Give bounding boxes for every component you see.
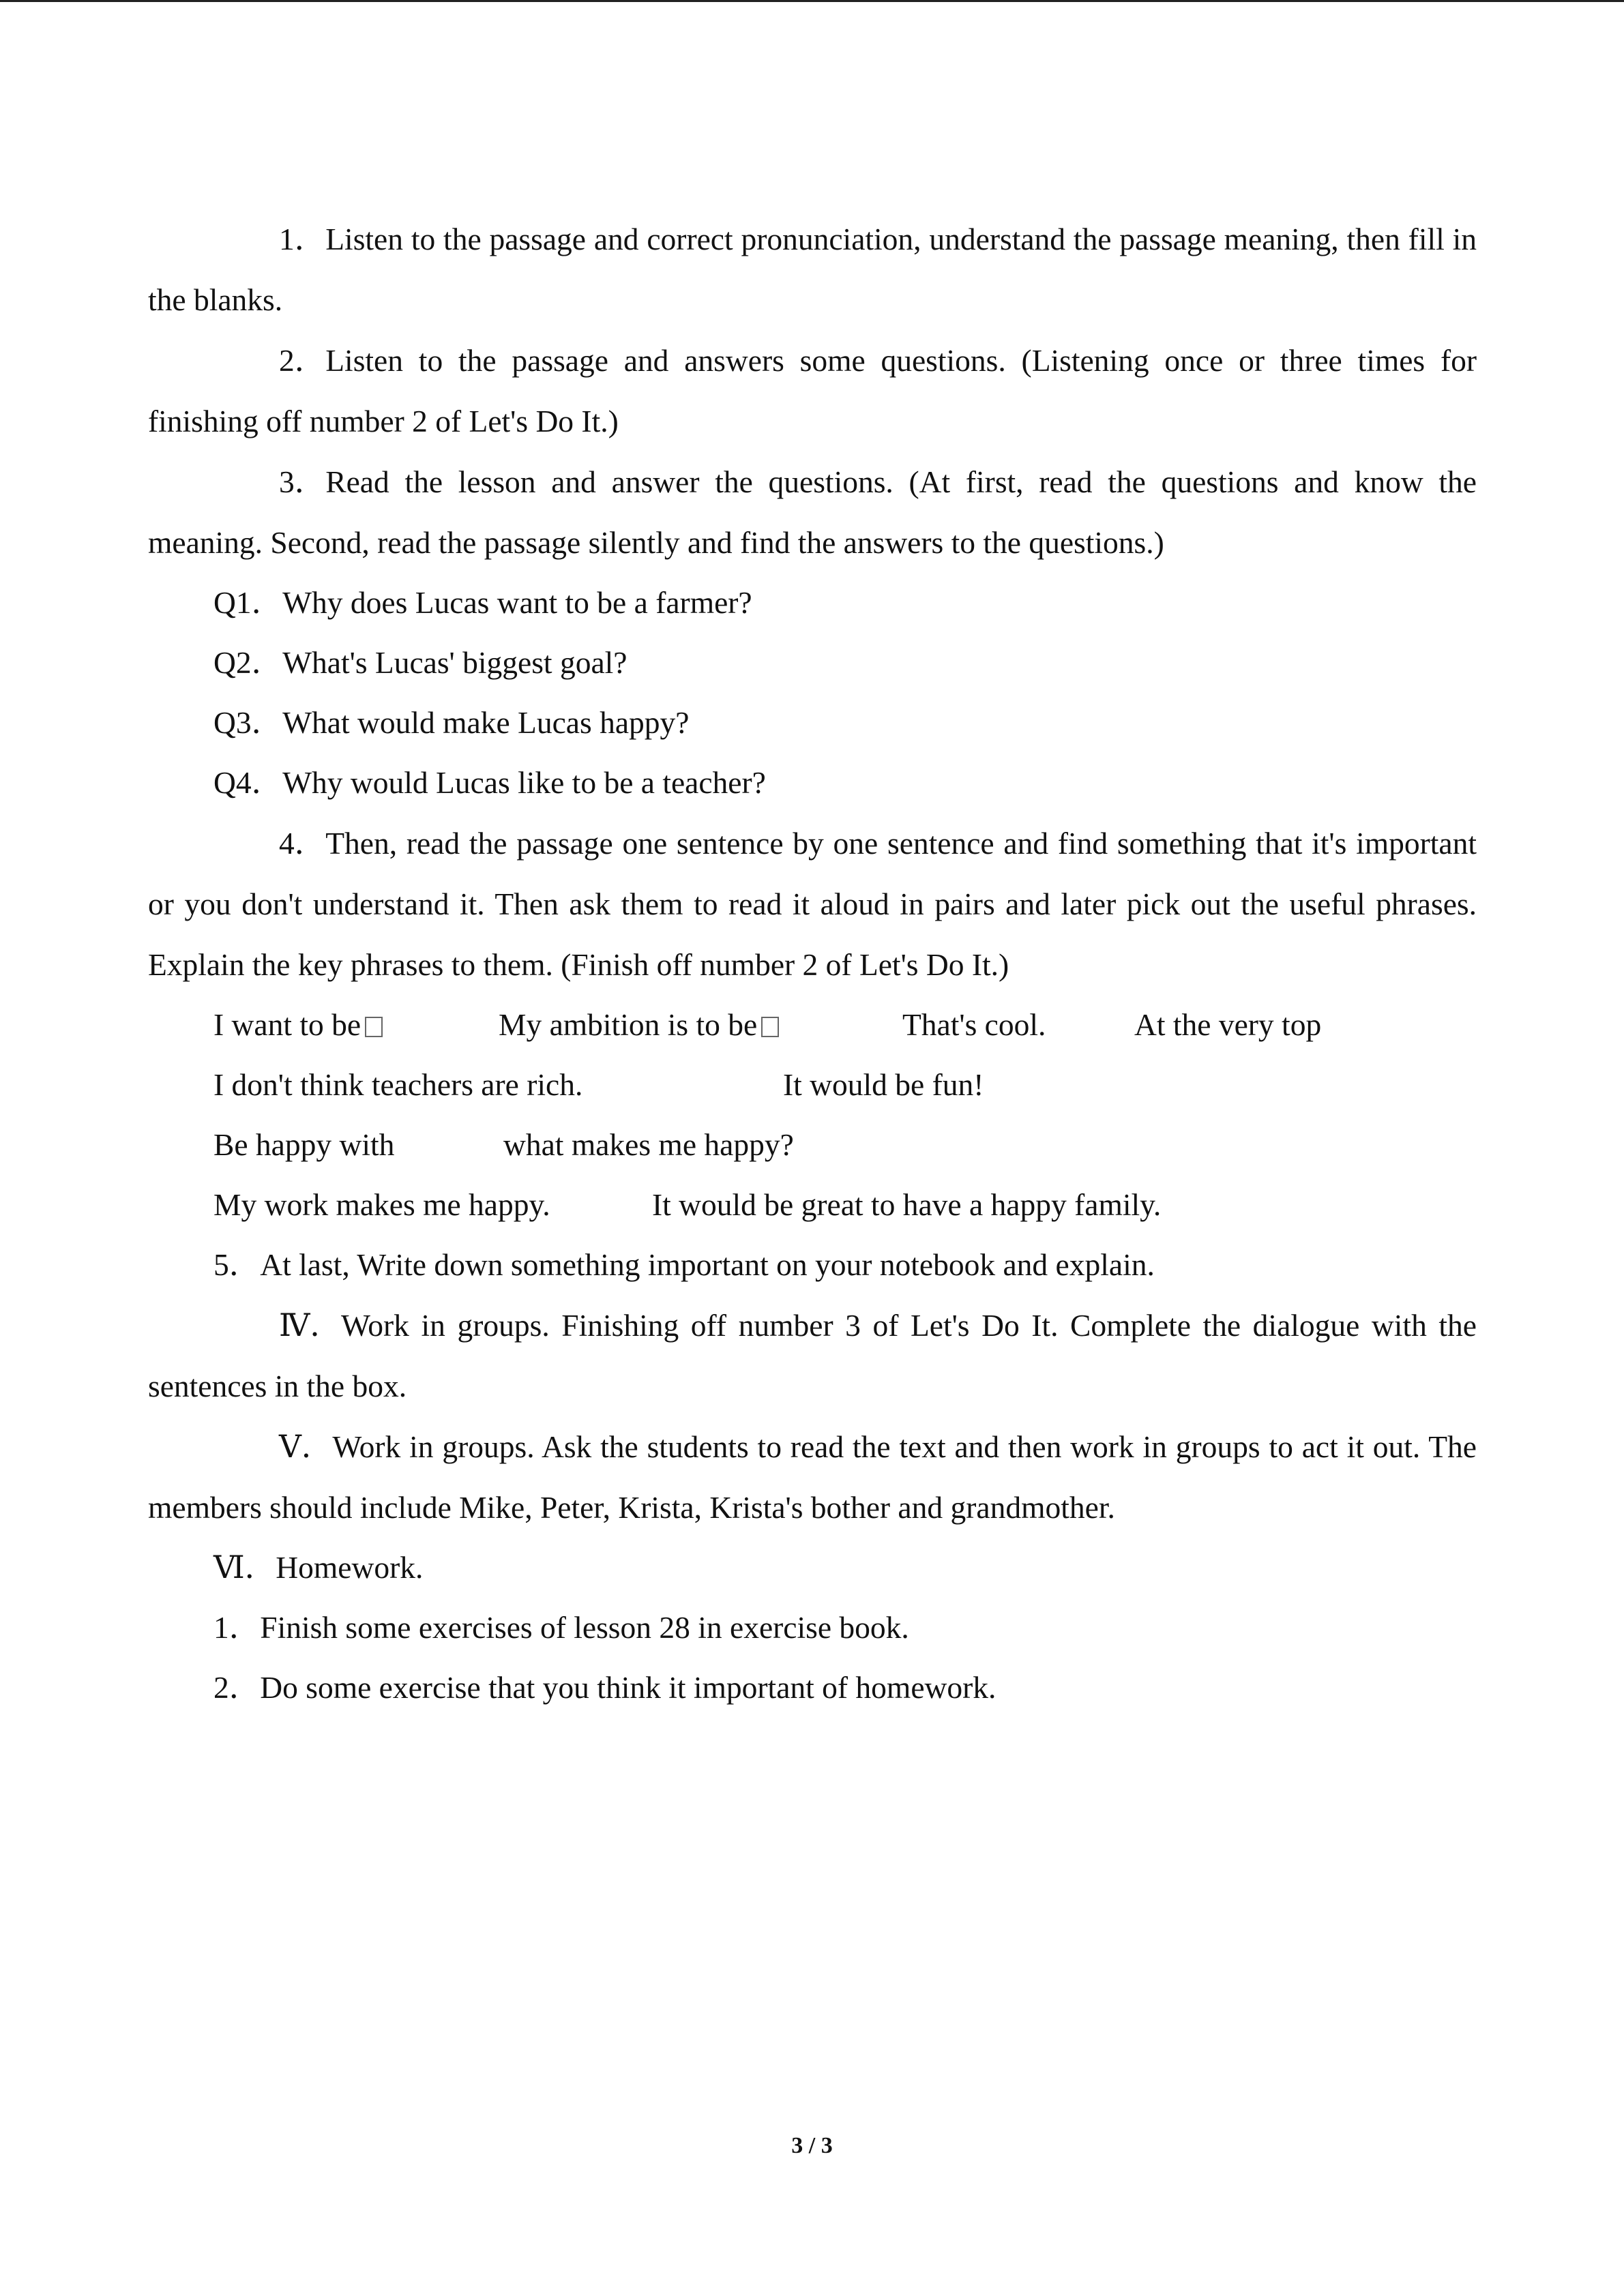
step-3 [148, 451, 1477, 573]
document-body [148, 209, 1477, 1718]
section-vi [148, 1538, 1477, 1598]
homework-item-2 [148, 1658, 1477, 1718]
section-v [148, 1416, 1477, 1538]
step-text: Read the lesson and answer the questions. (At first, read the questions and know the meaning. Second, read the passage silently and find the answers to the questions.) [148, 464, 1477, 560]
step-text: Listen to the passage and answers some questions. (Listening once or three times for finishing off number 2 of Let's Do It.) [148, 343, 1477, 438]
phrase-item: At the very top [1134, 1007, 1322, 1042]
question-text: Why would Lucas like to be a teacher? [282, 765, 766, 800]
step-number: 3． [279, 464, 326, 499]
question-number: Q1． [213, 585, 283, 620]
question-3 [148, 693, 1477, 753]
homework-number: 1． [213, 1610, 261, 1645]
section-text: Work in groups. Finishing off number 3 of Let's Do It. Complete the dialogue with the sentences in the box. [148, 1308, 1477, 1403]
step-number: 5． [213, 1247, 261, 1282]
phrase-item: It would be fun! [783, 1067, 984, 1102]
step-number: 1． [279, 222, 326, 256]
section-number: Ⅵ． [213, 1550, 276, 1585]
step-text: Listen to the passage and correct pronunciation, understand the passage meaning, then fill in the blanks. [148, 222, 1477, 317]
step-5 [148, 1235, 1477, 1295]
question-number: Q2． [213, 645, 283, 680]
phrase-row-2 [148, 1055, 1477, 1115]
section-number: Ⅴ． [279, 1429, 333, 1464]
phrase-item: My work makes me happy. [213, 1187, 550, 1222]
phrase-item: That's cool. [902, 1007, 1046, 1042]
section-text: Work in groups. Ask the students to read the text and then work in groups to act it out. The members should include Mike, Peter, Krista, Krista's bother and grandmother. [148, 1429, 1477, 1525]
question-4 [148, 753, 1477, 813]
phrase-item: I don't think teachers are rich. [213, 1067, 583, 1102]
phrase-item: what makes me happy? [503, 1127, 794, 1162]
question-text: What's Lucas' biggest goal? [282, 645, 628, 680]
step-1 [148, 209, 1477, 330]
question-text: What would make Lucas happy? [282, 705, 690, 740]
homework-item-1 [148, 1598, 1477, 1658]
homework-text: Do some exercise that you think it important of homework. [260, 1670, 996, 1705]
section-number: Ⅳ． [279, 1308, 341, 1343]
phrase-row-1 [148, 995, 1477, 1055]
phrase-text: I want to be [213, 1007, 361, 1042]
step-number: 4． [279, 826, 326, 861]
phrase-item: Be happy with [213, 1127, 395, 1162]
question-number: Q4． [213, 765, 283, 800]
phrase-item: It would be great to have a happy family. [652, 1187, 1162, 1222]
question-text: Why does Lucas want to be a farmer? [282, 585, 752, 620]
step-2 [148, 330, 1477, 451]
phrase-item [499, 995, 902, 1055]
step-text: At last, Write down something important on your notebook and explain. [260, 1247, 1155, 1282]
step-4 [148, 813, 1477, 995]
step-number: 2． [279, 343, 326, 378]
section-iv [148, 1295, 1477, 1416]
phrase-row-4 [148, 1175, 1477, 1235]
homework-number: 2． [213, 1670, 261, 1705]
blank-box-icon [761, 1017, 779, 1037]
phrase-row-3 [148, 1115, 1477, 1175]
phrase-text: My ambition is to be [499, 1007, 758, 1042]
question-2 [148, 633, 1477, 693]
page-number: 3 / 3 [791, 2133, 833, 2158]
top-border-line [0, 0, 1624, 2]
question-1 [148, 573, 1477, 633]
phrase-item [213, 995, 499, 1055]
homework-text: Finish some exercises of lesson 28 in exercise book. [260, 1610, 909, 1645]
section-text: Homework. [276, 1550, 424, 1585]
step-text: Then, read the passage one sentence by one sentence and find something that it's important or you don't understand it. Then ask them to read it aloud in pairs and later pick out the useful phrases. Explain the key phrases to them. (Finish off number 2 of Let's Do It.) [148, 826, 1477, 982]
blank-box-icon [365, 1017, 383, 1037]
question-number: Q3． [213, 705, 283, 740]
